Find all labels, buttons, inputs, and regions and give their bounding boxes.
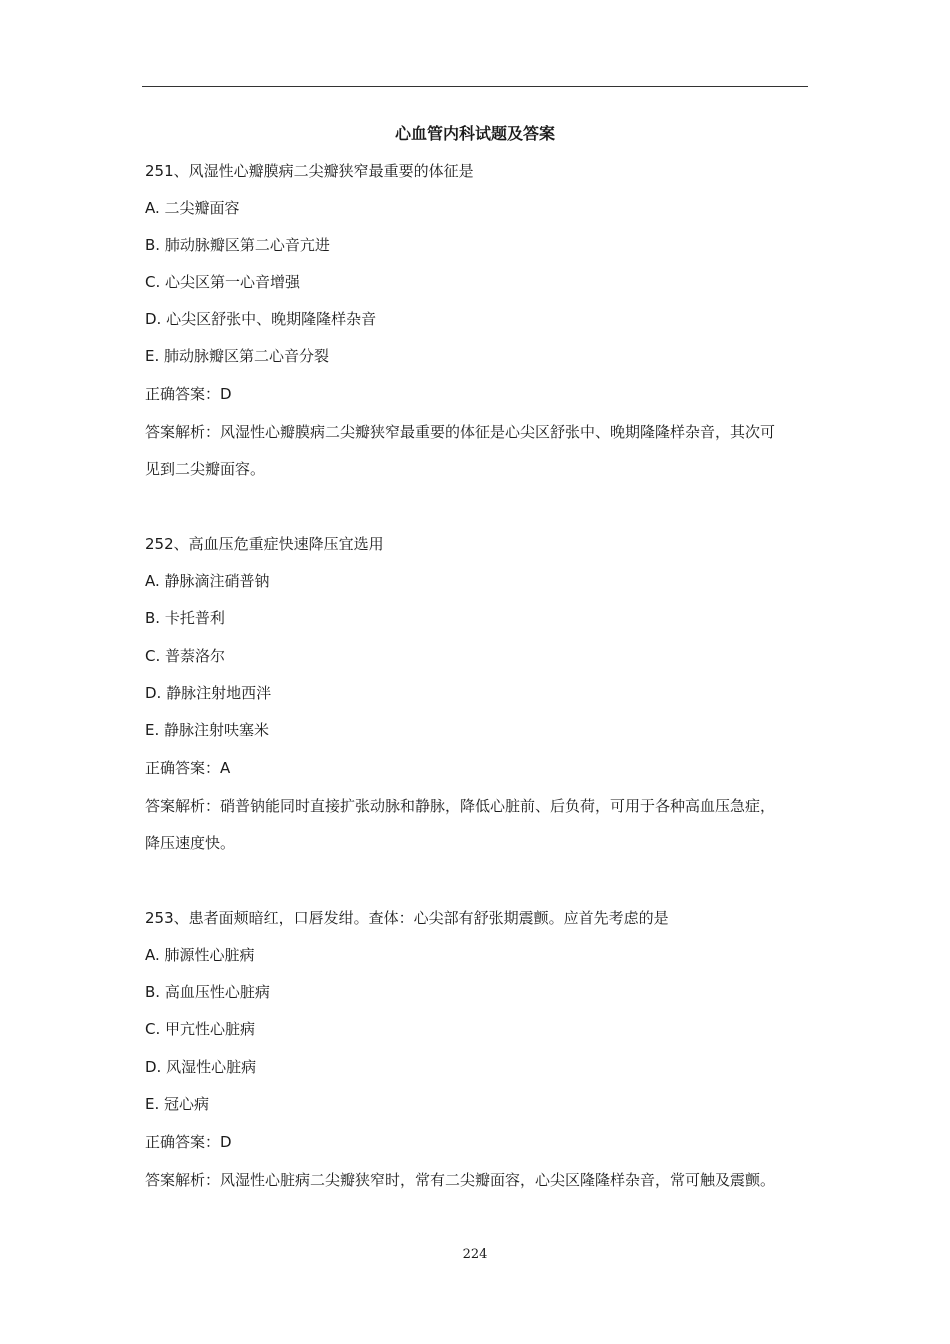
page-number: 224: [462, 1247, 488, 1262]
option-a: A. 静脉滴注硝普钠: [145, 572, 270, 590]
question-stem: 253、患者面颊暗红，口唇发绀。查体：心尖部有舒张期震颤。应首先考虑的是: [145, 909, 669, 927]
option-c: C. 普萘洛尔: [145, 647, 226, 665]
header-divider: [142, 86, 808, 87]
option-b: B. 高血压性心脏病: [145, 983, 270, 1001]
option-d: D. 风湿性心脏病: [145, 1058, 257, 1076]
option-d: D. 心尖区舒张中、晚期隆隆样杂音: [145, 310, 377, 328]
option-b: B. 肺动脉瓣区第二心音亢进: [145, 236, 330, 254]
option-e: E. 肺动脉瓣区第二心音分裂: [145, 347, 330, 365]
option-b: B. 卡托普利: [145, 609, 225, 627]
correct-answer: 正确答案：A: [145, 759, 231, 777]
correct-answer: 正确答案：D: [145, 1133, 232, 1151]
question-stem: 251、风湿性心瓣膜病二尖瓣狭窄最重要的体征是: [145, 162, 474, 180]
answer-explanation-line: 答案解析：风湿性心瓣膜病二尖瓣狭窄最重要的体征是心尖区舒张中、晚期隆隆样杂音，其次可: [145, 423, 776, 441]
option-e: E. 静脉注射呋塞米: [145, 721, 270, 739]
answer-explanation-line: 降压速度快。: [145, 834, 236, 852]
answer-explanation-line: 见到二尖瓣面容。: [145, 460, 266, 478]
option-e: E. 冠心病: [145, 1095, 210, 1113]
question-stem: 252、高血压危重症快速降压宜选用: [145, 535, 384, 553]
option-d: D. 静脉注射地西泮: [145, 684, 272, 702]
answer-explanation-line: 答案解析：硝普钠能同时直接扩张动脉和静脉，降低心脏前、后负荷，可用于各种高血压急症，: [145, 797, 776, 815]
correct-answer: 正确答案：D: [145, 385, 232, 403]
option-a: A. 肺源性心脏病: [145, 946, 255, 964]
page-title: 心血管内科试题及答案: [394, 124, 555, 143]
answer-explanation-line: 答案解析：风湿性心脏病二尖瓣狭窄时，常有二尖瓣面容，心尖区隆隆样杂音，常可触及震颤。: [145, 1171, 776, 1189]
option-c: C. 心尖区第一心音增强: [145, 273, 301, 291]
option-c: C. 甲亢性心脏病: [145, 1020, 256, 1038]
option-a: A. 二尖瓣面容: [145, 199, 240, 217]
